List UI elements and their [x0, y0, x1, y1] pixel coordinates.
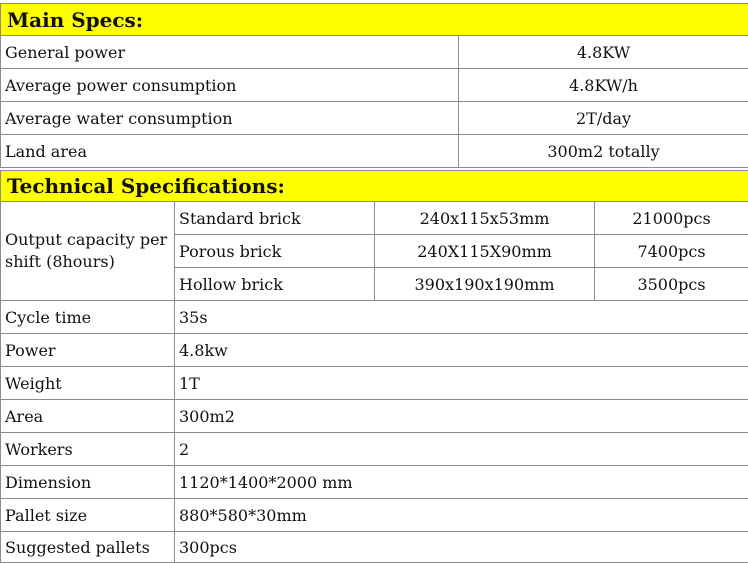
spec-label: Land area: [1, 135, 459, 168]
table-row: [1, 433, 748, 466]
technical-specs-table: [0, 170, 748, 563]
main-specs-table: [0, 3, 748, 168]
brick-type: Standard brick: [175, 202, 375, 235]
table-row: [1, 400, 748, 433]
brick-type: Porous brick: [175, 235, 375, 268]
table-row: [1, 202, 748, 235]
spec-label: Suggested pallets: [1, 532, 175, 563]
spec-value: 300m2 totally: [459, 135, 748, 168]
brick-size: 390x190x190mm: [375, 268, 595, 301]
spec-value: 300m2: [175, 400, 748, 433]
brick-quantity: 7400pcs: [595, 235, 748, 268]
table-row: [1, 466, 748, 499]
spec-label: Pallet size: [1, 499, 175, 532]
table-row: [1, 69, 748, 102]
spec-value: 4.8kw: [175, 334, 748, 367]
brick-size: 240X115X90mm: [375, 235, 595, 268]
table-row: [1, 367, 748, 400]
brick-quantity: 3500pcs: [595, 268, 748, 301]
spec-label: Weight: [1, 367, 175, 400]
spec-label: Dimension: [1, 466, 175, 499]
table-row: [1, 301, 748, 334]
output-capacity-label: Output capacity per shift (8hours): [1, 202, 175, 301]
main-specs-title: Main Specs:: [1, 4, 748, 36]
spec-value: 1120*1400*2000 mm: [175, 466, 748, 499]
spec-value: 2: [175, 433, 748, 466]
spec-value: 35s: [175, 301, 748, 334]
spec-value: 300pcs: [175, 532, 748, 563]
table-row: [1, 532, 748, 563]
spec-value: 880*580*30mm: [175, 499, 748, 532]
brick-size: 240x115x53mm: [375, 202, 595, 235]
technical-specs-title: Technical Specifications:: [1, 171, 748, 202]
spec-value: 4.8KW: [459, 36, 748, 69]
spec-label: Power: [1, 334, 175, 367]
spec-label: General power: [1, 36, 459, 69]
table-row: [1, 499, 748, 532]
table-row: [1, 334, 748, 367]
spec-label: Average power consumption: [1, 69, 459, 102]
brick-quantity: 21000pcs: [595, 202, 748, 235]
spec-label: Cycle time: [1, 301, 175, 334]
spec-value: 1T: [175, 367, 748, 400]
spec-label: Average water consumption: [1, 102, 459, 135]
table-row: [1, 36, 748, 69]
spec-label: Area: [1, 400, 175, 433]
spec-label: Workers: [1, 433, 175, 466]
spec-value: 2T/day: [459, 102, 748, 135]
table-row: [1, 102, 748, 135]
brick-type: Hollow brick: [175, 268, 375, 301]
table-row: [1, 135, 748, 168]
spec-value: 4.8KW/h: [459, 69, 748, 102]
